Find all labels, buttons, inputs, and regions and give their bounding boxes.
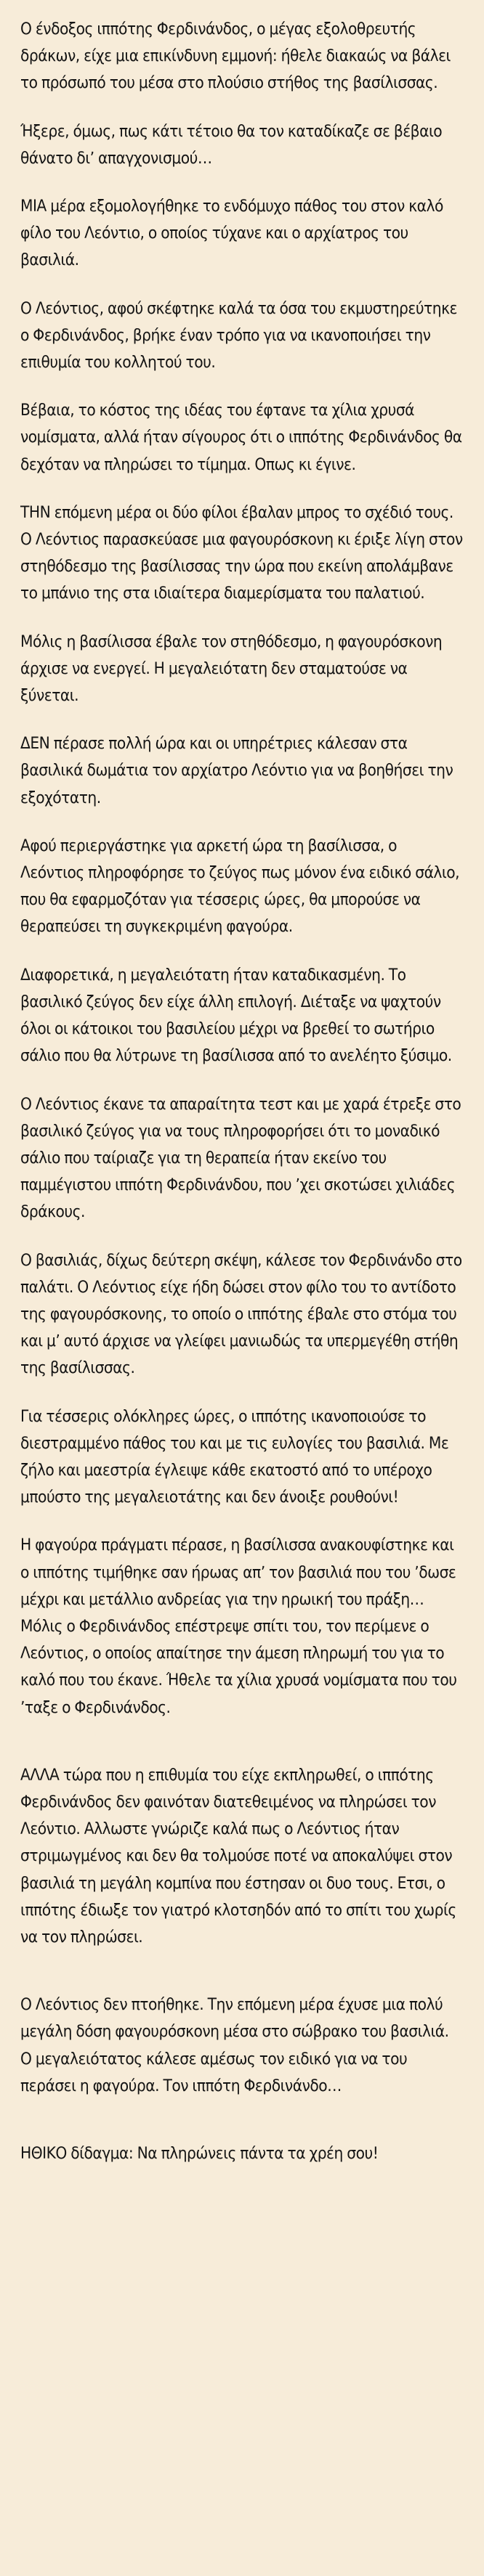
story-paragraph-15: ΑΛΛΑ τώρα που η επιθυμία του είχε εκπληρωθεί, ο ιππότης Φερδινάνδος δεν φαινόταν διατεθειμένος να πληρώσει τον Λεόντιο. Αλλωστε γνώριζε καλά πως ο Λεόντιος ήταν στριμωγμένος και δεν θα τολμούσε ποτέ να αποκαλύψει στον βασιλιά τη μεγάλη κομπίνα που έστησαν οι δυο τους. Ετσι, ο ιππότης έδιωξε τον γιατρό κλοτσηδόν από το σπίτι του χωρίς να τον πληρώσει. (20, 1765, 456, 1947)
story-paragraph-1: Ο ένδοξος ιππότης Φερδινάνδος, ο μέγας εξολοθρευτής δράκων, είχε μια επικίνδυνη εμμονή: ήθελε διακαώς να βάλει το πρόσωπό του μέσα στο πλούσιο στήθος της βασίλισσας. (20, 20, 451, 93)
story-paragraph-10: Διαφορετικά, η μεγαλειότατη ήταν καταδικασμένη. Το βασιλικό ζεύγος δεν είχε άλλη επιλογή. Διέταξε να ψαχτούν όλοι οι κάτοικοι του βασιλείου μέχρι να βρεθεί το σωτήριο σάλιο που θα λύτρωνε τη βασίλισσα από το ανελέητο ξύσιμο. (20, 965, 452, 1066)
story-article (20, 16, 464, 2167)
story-paragraph-2: Ήξερε, όμως, πως κάτι τέτοιο θα τον καταδίκαζε σε βέβαιο θάνατο διʼ απαγχονισμού… (20, 121, 443, 168)
story-paragraph-12: Ο βασιλιάς, δίχως δεύτερη σκέψη, κάλεσε τον Φερδινάνδο στο παλάτι. Ο Λεόντιος είχε ήδη δώσει στον φίλο του το αντίδοτο της φαγουρόσκονης, το οποίο ο ιππότης έβαλε στο στόμα του και μʼ αυτό άρχισε να γλείφει μανιωδώς τα υπερμεγέθη στήθη της βασίλισσας. (20, 1250, 462, 1378)
story-paragraph-13: Για τέσσερις ολόκληρες ώρες, ο ιππότης ικανοποιούσε το διεστραμμένο πάθος του και με τις ευλογίες του βασιλιά. Με ζήλο και μαεστρία έγλειψε κάθε εκατοστό από το υπέροχο μπούστο της μεγαλειοτάτης και δεν άνοιξε ρουθούνι! (20, 1406, 449, 1507)
story-paragraph-11: Ο Λεόντιος έκανε τα απαραίτητα τεστ και με χαρά έτρεξε στο βασιλικό ζεύγος για να τους πληροφορήσει ότι το μοναδικό σάλιο που ταίριαζε για τη θεραπεία ήταν εκείνο του παμμέγιστου ιππότη Φερδινάνδου, που ʼχει σκοτώσει χιλιάδες δράκους. (20, 1094, 461, 1222)
story-paragraph-16: Ο Λεόντιος δεν πτοήθηκε. Την επόμενη μέρα έχυσε μια πολύ μεγάλη δόση φαγουρόσκονη μέσα στο σώβρακο του βασιλιά. Ο μεγαλειότατος κάλεσε αμέσως τον ειδικό για να του περάσει η φαγούρα. Τον ιππότη Φερδινάνδο… (20, 1995, 449, 2095)
story-paragraph-9: Αφού περιεργάστηκε για αρκετή ώρα τη βασίλισσα, ο Λεόντιος πληροφόρησε το ζεύγος πως μόνον ένα ειδικό σάλιο, που θα εφαρμοζόταν για τέσσερις ώρες, θα μπορούσε να θεραπεύσει τη συγκεκριμένη φαγούρα. (20, 836, 460, 937)
story-paragraph-5: Βέβαια, το κόστος της ιδέας του έφτανε τα χίλια χρυσά νομίσματα, αλλά ήταν σίγουρος ότι ο ιππότης Φερδινάνδος θα δεχόταν να πληρώσει το τίμημα. Οπως κι έγινε. (20, 401, 462, 474)
story-paragraph-6: ΤΗΝ επόμενη μέρα οι δύο φίλοι έβαλαν μπρος το σχέδιό τους. Ο Λεόντιος παρασκεύασε μια φαγουρόσκονη κι έριξε λίγη στον στηθόδεσμο της βασίλισσας την ώρα που εκείνη απολάμβανε το μπάνιο της στα ιδιαίτερα διαμερίσματα του παλατιού. (20, 502, 463, 603)
story-paragraph-7: Μόλις η βασίλισσα έβαλε τον στηθόδεσμο, η φαγουρόσκονη άρχισε να ενεργεί. Η μεγαλειότατη δεν σταματούσε να ξύνεται. (20, 632, 443, 706)
story-paragraph-14: Η φαγούρα πράγματι πέρασε, η βασίλισσα ανακουφίστηκε και ο ιππότης τιμήθηκε σαν ήρωας απʼ τον βασιλιά που του ʼδωσε μέχρι και μετάλλιο ανδρείας για την ηρωική του πράξη… Μόλις ο Φερδινάνδος επέστρεψε σπίτι του, τον περίμενε ο Λεόντιος, ο οποίος απαίτησε την άμεση πληρωμή του για το καλό που του έκανε. Ήθελε τα χίλια χρυσά νομίσματα που του ʼταξε ο Φερδινάνδος. (20, 1536, 457, 1717)
story-paragraph-8: ΔΕΝ πέρασε πολλή ώρα και οι υπηρέτριες κάλεσαν στα βασιλικά δωμάτια τον αρχίατρο Λεόντιο για να βοηθήσει την εξοχότατη. (20, 734, 453, 807)
story-paragraph-4: Ο Λεόντιος, αφού σκέφτηκε καλά τα όσα του εκμυστηρεύτηκε ο Φερδινάνδος, βρήκε έναν τρόπο για να ικανοποιήσει την επιθυμία του κολλητού του. (20, 298, 457, 372)
story-moral: ΗΘΙΚΟ δίδαγμα: Να πληρώνεις πάντα τα χρέη σου! (20, 2144, 379, 2163)
story-paragraph-3: ΜΙΑ μέρα εξομολογήθηκε το ενδόμυχο πάθος του στον καλό φίλο του Λεόντιο, ο οποίος τύχανε και ο αρχίατρος του βασιλιά. (20, 197, 443, 270)
